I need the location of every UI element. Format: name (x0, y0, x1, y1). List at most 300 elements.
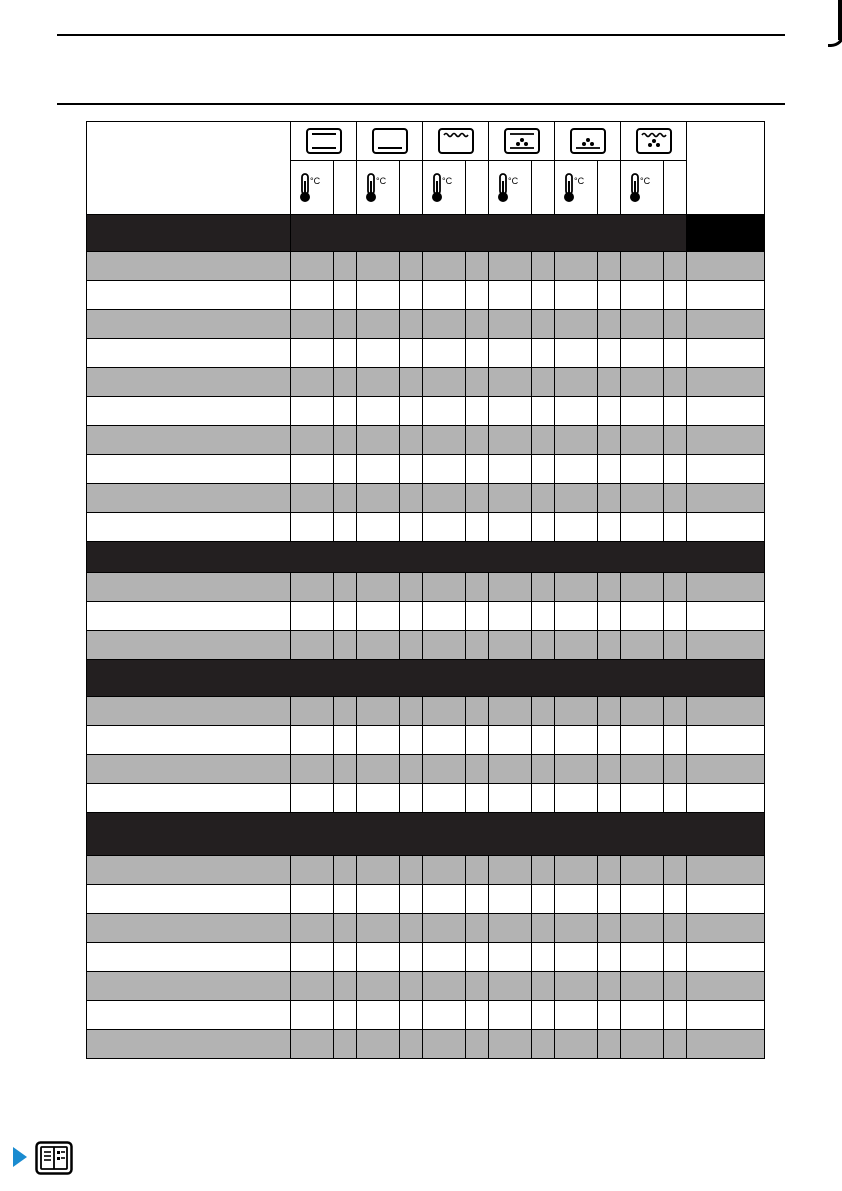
level-cell (598, 631, 621, 660)
temperature-value-cell (555, 602, 598, 631)
table-row (87, 885, 765, 914)
level-cell (400, 1001, 423, 1030)
temperature-value-cell (357, 885, 400, 914)
temperature-value-cell (555, 455, 598, 484)
temperature-value-cell (423, 484, 466, 513)
temperature-value-cell (357, 1001, 400, 1030)
level-cell (334, 602, 357, 631)
thermometer-icon (363, 172, 393, 204)
temperature-value-cell (357, 368, 400, 397)
temperature-value-cell (621, 885, 664, 914)
level-cell (334, 943, 357, 972)
temperature-value-cell (489, 885, 532, 914)
table-row (87, 513, 765, 542)
time-cell (687, 914, 765, 943)
level-cell (532, 368, 555, 397)
temperature-value-cell (621, 368, 664, 397)
temperature-unit-label: °C (442, 175, 453, 186)
level-cell (664, 1030, 687, 1059)
temperature-value-cell (291, 339, 334, 368)
temperature-value-cell (489, 281, 532, 310)
temperature-value-cell (423, 1030, 466, 1059)
dish-cell (87, 339, 291, 368)
section-span-cell (87, 660, 765, 697)
temperature-value-cell (621, 1030, 664, 1059)
table-row (87, 914, 765, 943)
time-cell (687, 281, 765, 310)
temperature-value-cell (357, 943, 400, 972)
time-cell (687, 602, 765, 631)
mode-cell (621, 122, 687, 161)
table-row (87, 455, 765, 484)
temperature-value-cell (621, 310, 664, 339)
level-cell (532, 755, 555, 784)
manual-book-icon[interactable] (35, 1141, 73, 1175)
level-cell (532, 914, 555, 943)
temperature-value-cell (357, 513, 400, 542)
temperature-value-cell (291, 755, 334, 784)
level-cell (598, 602, 621, 631)
temperature-value-cell (489, 1030, 532, 1059)
thermometer-icon (561, 172, 591, 204)
section-span-cell (87, 542, 765, 573)
temperature-value-cell (555, 784, 598, 813)
temperature-value-cell (489, 573, 532, 602)
level-cell (466, 726, 489, 755)
time-cell (687, 856, 765, 885)
temperature-value-cell (555, 697, 598, 726)
temperature-value-cell (357, 573, 400, 602)
temperature-value-cell (291, 631, 334, 660)
level-cell (466, 784, 489, 813)
level-cell (400, 697, 423, 726)
level-cell (466, 310, 489, 339)
temperature-unit-label: °C (508, 175, 519, 186)
mode-cell (357, 122, 423, 161)
temperature-value-cell (555, 631, 598, 660)
temperature-value-cell (423, 943, 466, 972)
time-cell (687, 943, 765, 972)
level-cell (532, 397, 555, 426)
level-cell (400, 755, 423, 784)
temperature-value-cell (291, 1001, 334, 1030)
level-cell (532, 972, 555, 1001)
level-cell (466, 943, 489, 972)
level-cell (664, 885, 687, 914)
dish-cell (87, 972, 291, 1001)
level-cell (532, 943, 555, 972)
level-cell (334, 573, 357, 602)
level-cell (334, 368, 357, 397)
table-row (87, 397, 765, 426)
temperature-value-cell (423, 784, 466, 813)
temperature-value-cell (621, 755, 664, 784)
level-cell (400, 885, 423, 914)
dish-cell (87, 252, 291, 281)
dish-cell (87, 281, 291, 310)
temperature-narrow-cell (400, 161, 423, 215)
temperature-value-cell (423, 513, 466, 542)
temperature-unit-label: °C (376, 175, 387, 186)
table-row (87, 631, 765, 660)
level-cell (334, 697, 357, 726)
temperature-value-cell (291, 455, 334, 484)
temperature-value-cell (357, 726, 400, 755)
header-rule-bottom (57, 103, 785, 105)
temperature-value-cell (555, 914, 598, 943)
level-cell (664, 252, 687, 281)
level-cell (664, 426, 687, 455)
level-cell (664, 943, 687, 972)
level-cell (598, 726, 621, 755)
temperature-value-cell (357, 426, 400, 455)
temperature-value-cell (489, 397, 532, 426)
temperature-value-cell (489, 455, 532, 484)
grill-fan-icon (636, 135, 672, 147)
level-cell (532, 426, 555, 455)
temperature-value-cell (555, 972, 598, 1001)
temperature-value-cell (555, 943, 598, 972)
level-cell (400, 972, 423, 1001)
temperature-value-cell (357, 455, 400, 484)
temperature-value-cell (291, 426, 334, 455)
level-cell (466, 1001, 489, 1030)
level-cell (664, 368, 687, 397)
level-cell (400, 339, 423, 368)
temperature-value-cell (555, 726, 598, 755)
table-row (87, 426, 765, 455)
level-cell (532, 726, 555, 755)
temperature-value-cell (621, 972, 664, 1001)
dish-cell (87, 755, 291, 784)
level-cell (532, 484, 555, 513)
table-row (87, 1030, 765, 1059)
level-cell (664, 856, 687, 885)
level-cell (466, 631, 489, 660)
temperature-value-cell (423, 368, 466, 397)
bottom-heat-icon (372, 135, 408, 147)
level-cell (598, 513, 621, 542)
temperature-cell (357, 161, 400, 215)
temperature-value-cell (555, 1030, 598, 1059)
level-cell (598, 856, 621, 885)
temperature-value-cell (621, 484, 664, 513)
temperature-value-cell (423, 339, 466, 368)
temperature-value-cell (357, 1030, 400, 1059)
temperature-value-cell (291, 726, 334, 755)
temperature-value-cell (423, 914, 466, 943)
temperature-value-cell (291, 914, 334, 943)
temperature-value-cell (621, 784, 664, 813)
temperature-value-cell (489, 310, 532, 339)
temperature-value-cell (423, 281, 466, 310)
level-cell (532, 697, 555, 726)
level-cell (400, 631, 423, 660)
section-time-cell (687, 215, 765, 252)
fan-bottom-heat-icon (504, 135, 540, 147)
level-cell (334, 397, 357, 426)
temperature-value-cell (423, 856, 466, 885)
temperature-value-cell (291, 697, 334, 726)
temperature-value-cell (555, 755, 598, 784)
temperature-value-cell (489, 726, 532, 755)
table-row (87, 368, 765, 397)
temperature-value-cell (555, 856, 598, 885)
section-span-cell (291, 215, 687, 252)
level-cell (334, 252, 357, 281)
temperature-value-cell (621, 252, 664, 281)
temperature-value-cell (291, 397, 334, 426)
temperature-value-cell (423, 697, 466, 726)
level-cell (334, 484, 357, 513)
level-cell (400, 368, 423, 397)
time-cell (687, 339, 765, 368)
temperature-value-cell (357, 631, 400, 660)
level-cell (400, 281, 423, 310)
level-cell (598, 697, 621, 726)
temperature-value-cell (621, 281, 664, 310)
level-cell (466, 252, 489, 281)
next-page-arrow-icon[interactable] (13, 1147, 27, 1167)
temperature-value-cell (621, 1001, 664, 1030)
dish-cell (87, 914, 291, 943)
level-cell (598, 914, 621, 943)
dish-cell (87, 426, 291, 455)
level-cell (400, 252, 423, 281)
temperature-value-cell (357, 397, 400, 426)
level-cell (334, 281, 357, 310)
level-cell (532, 1030, 555, 1059)
level-cell (598, 755, 621, 784)
table-row (87, 1001, 765, 1030)
temperature-value-cell (621, 339, 664, 368)
temperature-value-cell (357, 281, 400, 310)
level-cell (334, 426, 357, 455)
table-row (87, 972, 765, 1001)
level-cell (466, 1030, 489, 1059)
temperature-value-cell (291, 368, 334, 397)
dish-cell (87, 856, 291, 885)
temperature-value-cell (423, 310, 466, 339)
thermometer-icon (495, 172, 525, 204)
level-cell (400, 914, 423, 943)
level-cell (664, 281, 687, 310)
section-header-row (87, 813, 765, 856)
level-cell (466, 397, 489, 426)
temperature-value-cell (357, 484, 400, 513)
time-cell (687, 1030, 765, 1059)
temperature-value-cell (357, 339, 400, 368)
level-cell (466, 484, 489, 513)
temperature-value-cell (555, 885, 598, 914)
level-cell (466, 513, 489, 542)
temperature-value-cell (621, 726, 664, 755)
section-label-cell (87, 215, 291, 252)
level-cell (664, 697, 687, 726)
temperature-value-cell (291, 1030, 334, 1059)
level-cell (466, 914, 489, 943)
temperature-value-cell (291, 784, 334, 813)
temperature-value-cell (291, 513, 334, 542)
temperature-value-cell (555, 426, 598, 455)
dish-header-cell (87, 122, 291, 215)
temperature-value-cell (291, 972, 334, 1001)
level-cell (664, 513, 687, 542)
level-cell (334, 755, 357, 784)
level-cell (664, 631, 687, 660)
dish-cell (87, 368, 291, 397)
table-row (87, 856, 765, 885)
dish-cell (87, 397, 291, 426)
level-cell (664, 573, 687, 602)
temperature-value-cell (357, 972, 400, 1001)
temperature-value-cell (423, 1001, 466, 1030)
level-cell (400, 856, 423, 885)
section-header-row (87, 660, 765, 697)
level-cell (598, 1030, 621, 1059)
temperature-value-cell (357, 602, 400, 631)
level-cell (598, 943, 621, 972)
level-cell (664, 784, 687, 813)
temperature-value-cell (489, 755, 532, 784)
level-cell (400, 943, 423, 972)
temperature-value-cell (291, 856, 334, 885)
temperature-value-cell (555, 1001, 598, 1030)
level-cell (334, 972, 357, 1001)
time-cell (687, 252, 765, 281)
temperature-narrow-cell (598, 161, 621, 215)
thermometer-icon (429, 172, 459, 204)
temperature-value-cell (423, 573, 466, 602)
level-cell (664, 484, 687, 513)
temperature-value-cell (489, 339, 532, 368)
temperature-unit-label: °C (640, 175, 651, 186)
temperature-value-cell (291, 484, 334, 513)
level-cell (334, 784, 357, 813)
level-cell (400, 784, 423, 813)
time-cell (687, 972, 765, 1001)
level-cell (664, 310, 687, 339)
level-cell (466, 426, 489, 455)
temperature-value-cell (621, 455, 664, 484)
level-cell (466, 339, 489, 368)
temperature-value-cell (489, 972, 532, 1001)
level-cell (400, 397, 423, 426)
temperature-value-cell (291, 602, 334, 631)
level-cell (400, 484, 423, 513)
fan-assisted-icon (570, 135, 606, 147)
level-cell (400, 426, 423, 455)
level-cell (598, 310, 621, 339)
dish-cell (87, 943, 291, 972)
temperature-value-cell (555, 339, 598, 368)
section-span-cell (87, 813, 765, 856)
level-cell (334, 1030, 357, 1059)
temperature-value-cell (357, 310, 400, 339)
temperature-value-cell (489, 914, 532, 943)
table-row (87, 784, 765, 813)
level-cell (466, 972, 489, 1001)
page-edge-mark (838, 0, 842, 40)
section-header-row (87, 542, 765, 573)
level-cell (532, 281, 555, 310)
level-cell (400, 602, 423, 631)
time-cell (687, 310, 765, 339)
temperature-value-cell (489, 484, 532, 513)
level-cell (532, 885, 555, 914)
level-cell (598, 455, 621, 484)
time-cell (687, 426, 765, 455)
temperature-value-cell (489, 943, 532, 972)
temperature-value-cell (555, 252, 598, 281)
temperature-value-cell (423, 602, 466, 631)
table-row (87, 755, 765, 784)
top-bottom-heat-icon (306, 135, 342, 147)
temperature-value-cell (357, 914, 400, 943)
level-cell (466, 885, 489, 914)
level-cell (664, 455, 687, 484)
dish-cell (87, 455, 291, 484)
section-header-row (87, 215, 765, 252)
level-cell (334, 856, 357, 885)
table-row (87, 252, 765, 281)
dish-cell (87, 484, 291, 513)
level-cell (466, 281, 489, 310)
temperature-narrow-cell (334, 161, 357, 215)
temperature-value-cell (555, 397, 598, 426)
temperature-value-cell (357, 755, 400, 784)
temperature-value-cell (357, 856, 400, 885)
level-cell (466, 602, 489, 631)
time-cell (687, 484, 765, 513)
dish-cell (87, 885, 291, 914)
table-row (87, 697, 765, 726)
level-cell (532, 602, 555, 631)
temperature-value-cell (357, 697, 400, 726)
temperature-value-cell (423, 885, 466, 914)
temperature-value-cell (489, 602, 532, 631)
level-cell (532, 573, 555, 602)
grill-icon (438, 135, 474, 147)
table-row (87, 310, 765, 339)
temperature-value-cell (357, 252, 400, 281)
time-cell (687, 573, 765, 602)
dish-cell (87, 310, 291, 339)
mode-cell (489, 122, 555, 161)
time-cell (687, 726, 765, 755)
level-cell (334, 455, 357, 484)
level-cell (466, 368, 489, 397)
temperature-value-cell (621, 697, 664, 726)
temperature-value-cell (489, 697, 532, 726)
level-cell (400, 455, 423, 484)
dish-cell (87, 1030, 291, 1059)
temperature-narrow-cell (466, 161, 489, 215)
level-cell (598, 1001, 621, 1030)
level-cell (598, 484, 621, 513)
temperature-value-cell (621, 426, 664, 455)
temperature-value-cell (423, 252, 466, 281)
level-cell (466, 573, 489, 602)
temperature-value-cell (291, 885, 334, 914)
time-cell (687, 1001, 765, 1030)
table-row (87, 573, 765, 602)
temperature-value-cell (291, 943, 334, 972)
level-cell (598, 885, 621, 914)
temperature-value-cell (621, 943, 664, 972)
level-cell (532, 513, 555, 542)
temperature-value-cell (489, 426, 532, 455)
